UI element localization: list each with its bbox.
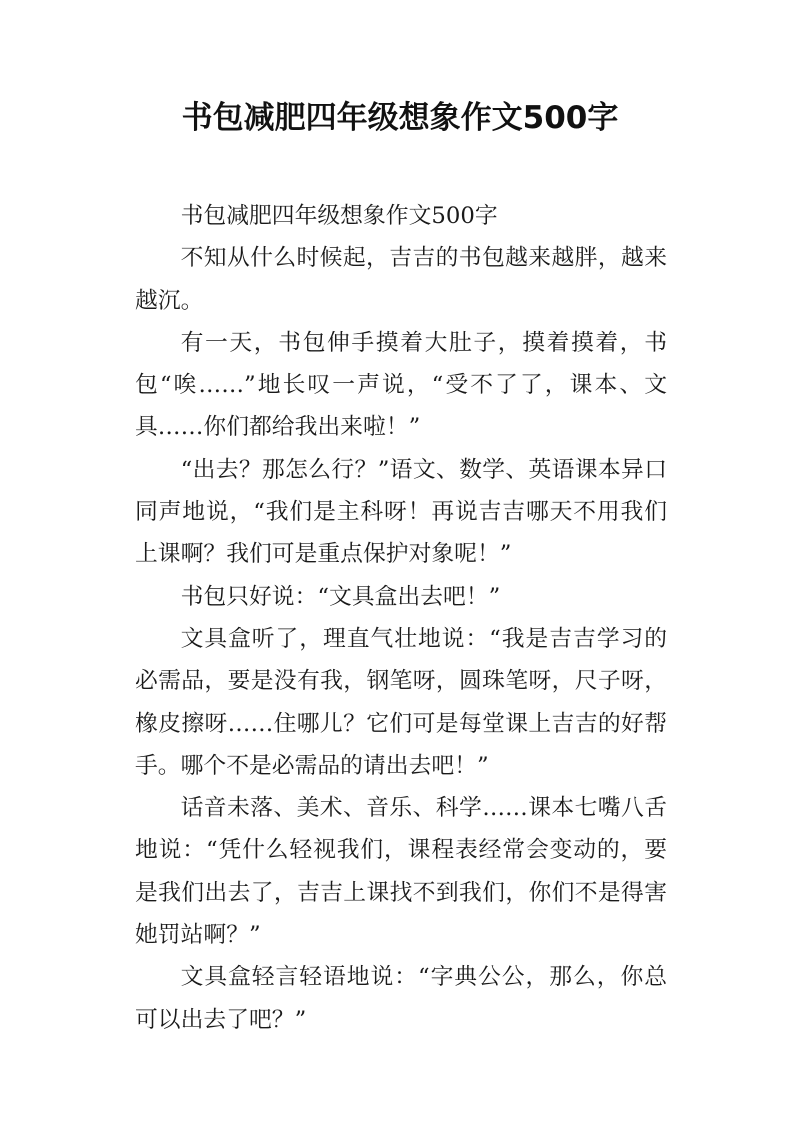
paragraph-subtitle: 书包减肥四年级想象作文500字 — [180, 203, 498, 229]
paragraph: 话音未落、美术、音乐、科学……课本七嘴八舌地说：“凭什么轻视我们，课程表经常会变动的，要是我们出去了，吉吉上课找不到我们，你们不是得害她罚站啊？” — [135, 795, 667, 949]
document-body — [135, 195, 667, 1041]
paragraph: 文具盒听了，理直气壮地说：“我是吉吉学习的必需品，要是没有我，钢笔呀，圆珠笔呀，尺子呀，橡皮擦呀……住哪儿？它们可是每堂课上吉吉的好帮手。哪个不是必需品的请出去吧！” — [135, 625, 667, 779]
paragraph: “出去？那怎么行？”语文、数学、英语课本异口同声地说，“我们是主科呀！再说吉吉哪天不用我们上课啊？我们可是重点保护对象呢！” — [135, 456, 667, 568]
paragraph: 书包只好说：“文具盒出去吧！” — [180, 583, 501, 610]
paragraph: 有一天，书包伸手摸着大肚子，摸着摸着，书包“唉……”地长叹一声说，“受不了了，课本、文具……你们都给我出来啦！” — [135, 329, 667, 441]
document-title: 书包减肥四年级想象作文500字 — [181, 100, 619, 136]
paragraph: 不知从什么时候起，吉吉的书包越来越胖，越来越沉。 — [135, 245, 667, 314]
paragraph: 文具盒轻言轻语地说：“字典公公，那么，你总可以出去了吧？” — [135, 964, 667, 1033]
